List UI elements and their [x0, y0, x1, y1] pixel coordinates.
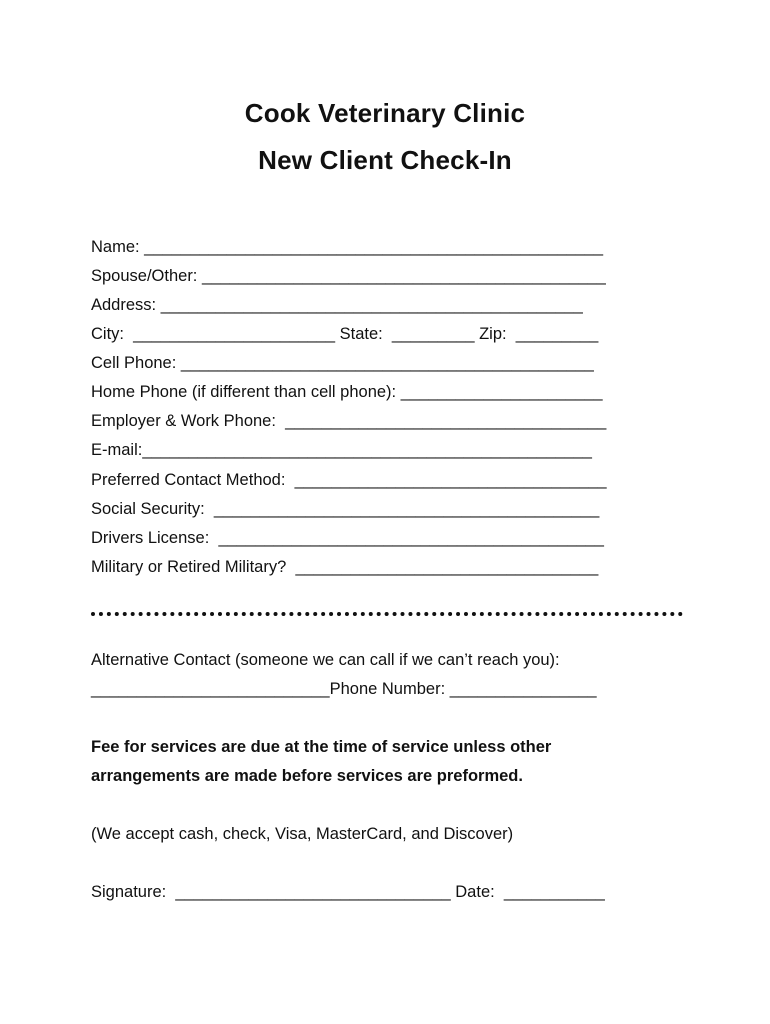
- home-phone-field[interactable]: Home Phone (if different than cell phone): ______________________: [91, 383, 603, 401]
- signature-date-field[interactable]: Signature: ______________________________ Date: ___________: [91, 883, 605, 901]
- address-field[interactable]: Address: ______________________________________________: [91, 296, 583, 314]
- employer-field[interactable]: Employer & Work Phone: ___________________________________: [91, 412, 607, 430]
- city-state-zip-field[interactable]: City: ______________________ State: _________ Zip: _________: [91, 325, 599, 343]
- cell-phone-field[interactable]: Cell Phone: _____________________________________________: [91, 354, 594, 372]
- alternative-contact-field[interactable]: __________________________Phone Number: ________________: [91, 680, 597, 698]
- policy-line-1: Fee for services are due at the time of service unless other: [91, 738, 552, 756]
- dotted-divider: [91, 612, 683, 616]
- drivers-license-field[interactable]: Drivers License: __________________________________________: [91, 529, 604, 547]
- payment-note: (We accept cash, check, Visa, MasterCard, and Discover): [91, 825, 514, 843]
- contact-method-field[interactable]: Preferred Contact Method: __________________________________: [91, 471, 607, 489]
- spouse-field[interactable]: Spouse/Other: ____________________________________________: [91, 267, 606, 285]
- form-title: New Client Check-In: [258, 145, 512, 175]
- military-field[interactable]: Military or Retired Military? _________________________________: [91, 558, 599, 576]
- name-field[interactable]: Name: __________________________________________________: [91, 238, 604, 256]
- email-field[interactable]: E-mail:_________________________________________________: [91, 441, 592, 459]
- social-security-field[interactable]: Social Security: __________________________________________: [91, 500, 600, 518]
- policy-line-2: arrangements are made before services are preformed.: [91, 767, 523, 785]
- clinic-name: Cook Veterinary Clinic: [244, 98, 526, 128]
- alternative-contact-label: Alternative Contact (someone we can call if we can’t reach you):: [91, 651, 560, 669]
